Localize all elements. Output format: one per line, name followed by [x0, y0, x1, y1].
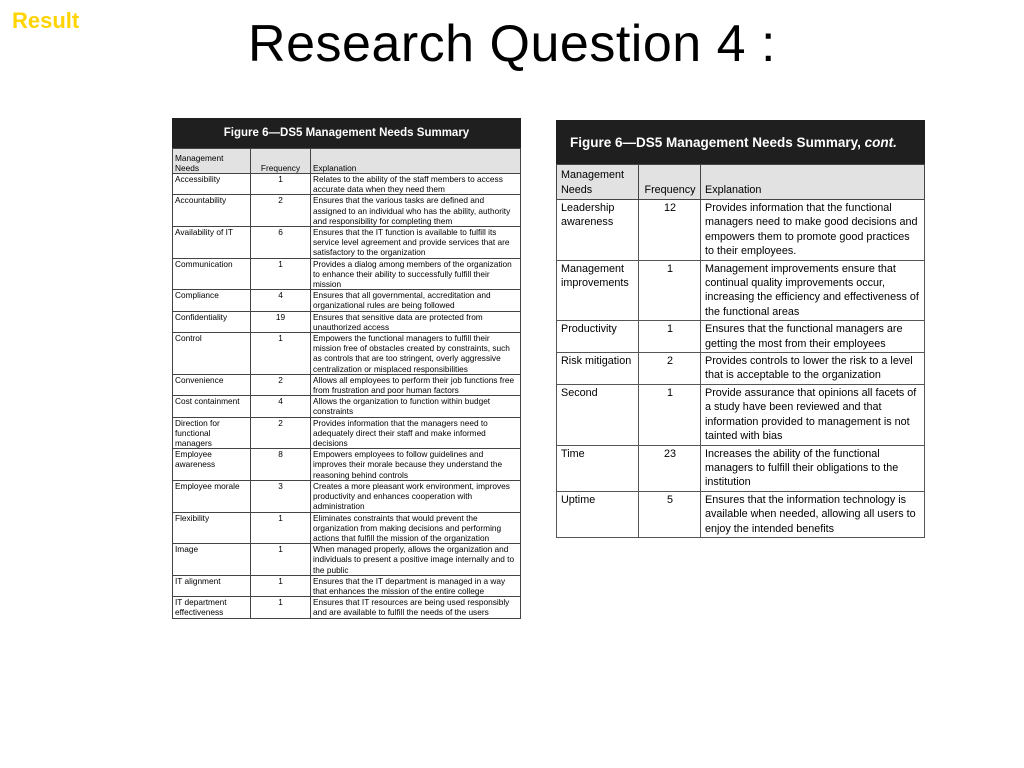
- frequency-cell: 2: [251, 195, 311, 227]
- frequency-cell: 1: [251, 597, 311, 618]
- frequency-cell: 2: [251, 374, 311, 395]
- frequency-cell: 2: [251, 417, 311, 449]
- explanation-cell: Empowers the functional managers to fulfill their mission free of obstacles created by constraints, such as controls that are too stringent, overly aggressive centralization or misplaced responsibilities: [311, 333, 521, 375]
- need-cell: Flexibility: [173, 512, 251, 544]
- explanation-cell: Eliminates constraints that would prevent the organization from making decisions and performing actions that fulfill the mission of the organization: [311, 512, 521, 544]
- figure-right-table: [556, 164, 925, 538]
- need-cell: Availability of IT: [173, 227, 251, 259]
- explanation-cell: Provides information that the functional managers need to make good decisions and empowers them to promote good practices to their employees.: [701, 200, 925, 261]
- frequency-cell: 1: [251, 333, 311, 375]
- figure-left-table: [172, 148, 521, 619]
- explanation-cell: Allows all employees to perform their job functions free from frustration and poor human factors: [311, 374, 521, 395]
- explanation-cell: Ensures that IT resources are being used responsibly and are available to fulfill the needs of the users: [311, 597, 521, 618]
- explanation-cell: Provides a dialog among members of the organization to enhance their ability to successfully fulfill their mission: [311, 258, 521, 290]
- need-cell: Compliance: [173, 290, 251, 311]
- frequency-cell: 1: [639, 384, 701, 445]
- explanation-cell: Provide assurance that opinions all facets of a study have been reviewed and that information provided to management is not tainted with bias: [701, 384, 925, 445]
- explanation-cell: Management improvements ensure that continual quality improvements occur, increasing the efficiency and effectiveness of the functional areas: [701, 260, 925, 321]
- frequency-cell: 4: [251, 396, 311, 417]
- header-management-needs: Management Needs: [173, 149, 251, 174]
- need-cell: Accountability: [173, 195, 251, 227]
- figure-right-title: [556, 120, 925, 164]
- explanation-cell: Ensures that the IT function is available to fulfill its service level agreement and provide services that are satisfactory to the organization: [311, 227, 521, 259]
- table-row: [173, 290, 521, 311]
- need-cell: Accessibility: [173, 174, 251, 195]
- explanation-cell: Ensures that the various tasks are defined and assigned to an individual who has the ability, authority and responsibility for completing them: [311, 195, 521, 227]
- need-cell: IT department effectiveness: [173, 597, 251, 618]
- frequency-cell: 6: [251, 227, 311, 259]
- need-cell: Communication: [173, 258, 251, 290]
- frequency-cell: 1: [251, 258, 311, 290]
- explanation-cell: Ensures that the IT department is managed in a way that enhances the mission of the entire college: [311, 575, 521, 596]
- frequency-cell: 1: [251, 512, 311, 544]
- table-row: [173, 374, 521, 395]
- table-row: [173, 512, 521, 544]
- need-cell: Direction for functional managers: [173, 417, 251, 449]
- need-cell: Cost containment: [173, 396, 251, 417]
- table-row: [173, 258, 521, 290]
- table-row: [173, 417, 521, 449]
- frequency-cell: 1: [251, 575, 311, 596]
- explanation-cell: Ensures that the functional managers are getting the most from their employees: [701, 321, 925, 353]
- need-cell: IT alignment: [173, 575, 251, 596]
- frequency-cell: 3: [251, 480, 311, 512]
- need-cell: Productivity: [557, 321, 639, 353]
- need-cell: Time: [557, 445, 639, 491]
- table-row: [557, 200, 925, 261]
- explanation-cell: Empowers employees to follow guidelines and improves their morale because they understand the reasoning behind controls: [311, 449, 521, 481]
- table-row: [557, 321, 925, 353]
- explanation-cell: Creates a more pleasant work environment, improves productivity and enhances cooperation with administration: [311, 480, 521, 512]
- explanation-cell: Increases the ability of the functional managers to fulfill their obligations to the institution: [701, 445, 925, 491]
- frequency-cell: 1: [639, 321, 701, 353]
- table-row: [173, 597, 521, 618]
- need-cell: Second: [557, 384, 639, 445]
- slide-title: Research Question 4 :: [248, 15, 776, 73]
- need-cell: Image: [173, 544, 251, 576]
- explanation-cell: Ensures that all governmental, accreditation and organizational rules are being followed: [311, 290, 521, 311]
- explanation-cell: Provides information that the managers need to adequately direct their staff and make informed decisions: [311, 417, 521, 449]
- need-cell: Employee morale: [173, 480, 251, 512]
- table-row: [173, 174, 521, 195]
- header-frequency: Frequency: [251, 149, 311, 174]
- header-management-needs: Management Needs: [557, 165, 639, 200]
- table-row: [557, 445, 925, 491]
- table-row: [173, 227, 521, 259]
- need-cell: Uptime: [557, 491, 639, 537]
- result-label: Result: [12, 8, 80, 33]
- figure-right-title-cont: cont.: [864, 135, 897, 150]
- explanation-cell: When managed properly, allows the organization and individuals to present a positive image internally and to the public: [311, 544, 521, 576]
- table-row: [173, 396, 521, 417]
- frequency-cell: 23: [639, 445, 701, 491]
- table-row: [173, 544, 521, 576]
- frequency-cell: 8: [251, 449, 311, 481]
- table-row: [557, 491, 925, 537]
- need-cell: Confidentiality: [173, 311, 251, 332]
- explanation-cell: Ensures that the information technology is available when needed, allowing all users to enjoy the intended benefits: [701, 491, 925, 537]
- need-cell: Risk mitigation: [557, 353, 639, 385]
- explanation-cell: Ensures that sensitive data are protected from unauthorized access: [311, 311, 521, 332]
- explanation-cell: Relates to the ability of the staff members to access accurate data when they need them: [311, 174, 521, 195]
- table-row: [173, 480, 521, 512]
- table-row: [557, 353, 925, 385]
- header-explanation: Explanation: [311, 149, 521, 174]
- figure-left-title: Figure 6—DS5 Management Needs Summary: [172, 118, 521, 148]
- frequency-cell: 1: [639, 260, 701, 321]
- frequency-cell: 2: [639, 353, 701, 385]
- need-cell: Management improvements: [557, 260, 639, 321]
- need-cell: Control: [173, 333, 251, 375]
- figure-left: [172, 118, 521, 619]
- need-cell: Convenience: [173, 374, 251, 395]
- need-cell: Leadership awareness: [557, 200, 639, 261]
- explanation-cell: Provides controls to lower the risk to a level that is acceptable to the organization: [701, 353, 925, 385]
- figure-right: [556, 120, 925, 538]
- frequency-cell: 1: [251, 544, 311, 576]
- table-row: [173, 333, 521, 375]
- header-explanation: Explanation: [701, 165, 925, 200]
- header-frequency: Frequency: [639, 165, 701, 200]
- need-cell: Employee awareness: [173, 449, 251, 481]
- frequency-cell: 19: [251, 311, 311, 332]
- table-row: [173, 311, 521, 332]
- frequency-cell: 12: [639, 200, 701, 261]
- figure-right-title-text: Figure 6—DS5 Management Needs Summary,: [570, 135, 861, 150]
- table-row: [173, 449, 521, 481]
- table-row: [557, 384, 925, 445]
- frequency-cell: 1: [251, 174, 311, 195]
- frequency-cell: 4: [251, 290, 311, 311]
- table-row: [557, 260, 925, 321]
- frequency-cell: 5: [639, 491, 701, 537]
- explanation-cell: Allows the organization to function within budget constraints: [311, 396, 521, 417]
- table-row: [173, 575, 521, 596]
- table-row: [173, 195, 521, 227]
